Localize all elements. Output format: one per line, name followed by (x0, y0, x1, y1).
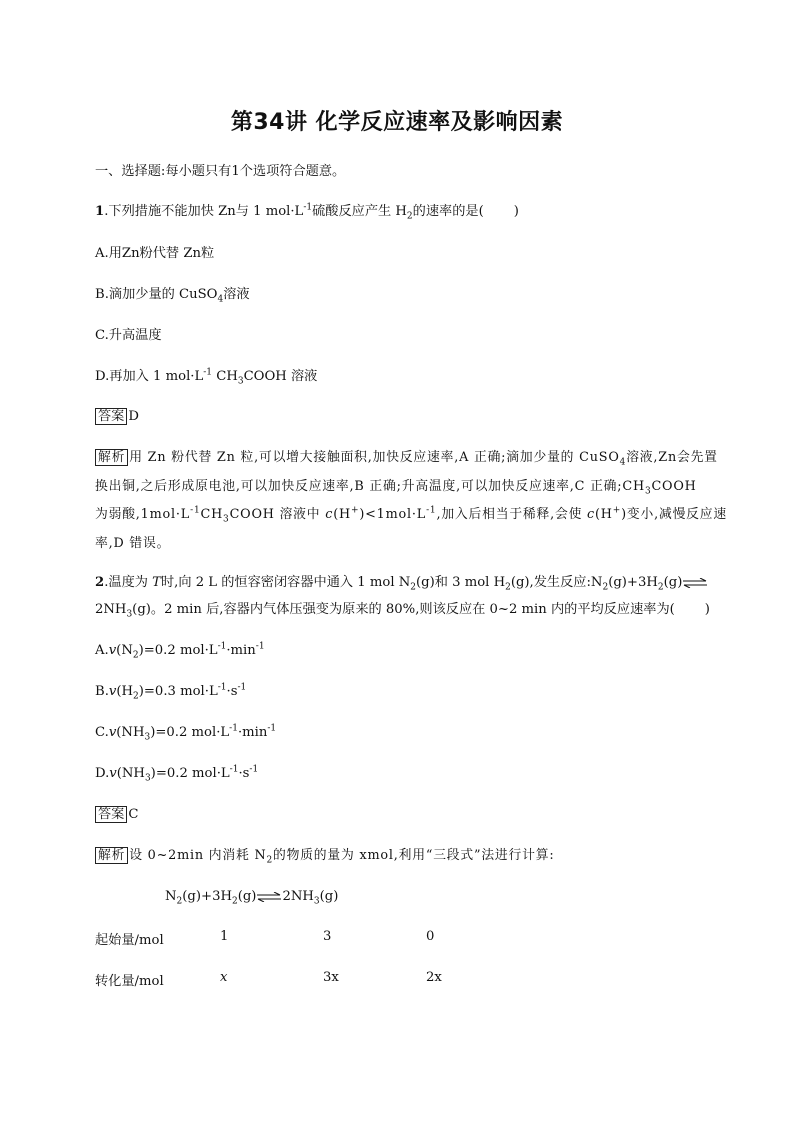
q1-answer-value: D (128, 409, 139, 424)
row-change-label: 转化量/mol (95, 974, 164, 989)
explain-label: 解析 (95, 847, 128, 864)
equilibrium-arrow-icon (682, 578, 708, 588)
q1-explain-line-4: 率,D 错误。 (95, 536, 171, 551)
row-initial-nh3: 0 (426, 929, 435, 944)
q2-stem-line-1: 2.温度为 T时,向 2 L 的恒容密闭容器中通入 1 mol $N_2(g)$和 3 mol $H_2(g)$,发生反应$:N_2(g)+3H_2(g)$ (95, 574, 708, 592)
row-initial-n2: 1 (220, 929, 229, 944)
q2-answer (95, 806, 138, 824)
answer-label: 答案 (95, 408, 127, 425)
q1-option-b: B.滴加少量的 CuSO$_4$溶液 (95, 287, 250, 305)
row-change-nh3: 2x (426, 970, 442, 985)
q1-explain-line-3: 为弱酸$,1mol\cdot L^{-1}CH_3COOH$ 溶液中 $c(H^+)<1mol\cdot L^{-1}$,加入后相当于稀释,会使 c(H+)变小,减慢反应速 (95, 505, 727, 525)
row-change-h2: 3x (323, 970, 339, 985)
q2-option-a: $A.v(N_2)=0.2$ $mol\cdot L^{-1}\cdot\min^{-1}$ (95, 641, 265, 661)
q2-option-b: $B.v(H_2)=0.3$ $mol\cdot L^{-1}\cdot s^{-1}$ (95, 682, 247, 702)
row-initial-h2: 3 (323, 929, 332, 944)
section-heading: 一、选择题:每小题只有1个选项符合题意。 (95, 164, 346, 179)
q1-option-c: C.升高温度 (95, 328, 162, 343)
q1-stem: 1.下列措施不能加快 Zn与 1 $mol\cdot L^{-1}$硫酸反应产生 $H_2$的速率的是( ) (95, 202, 519, 222)
q1-explain-line-1: 解析 用 Zn 粉代替 Zn 粒,可以增大接触面积,加快反应速率,A 正确;滴加少量的 CuSO$_4$溶液,Zn会先置 (95, 449, 718, 467)
q1-answer (95, 408, 139, 426)
row-initial-label: 起始量/mol (95, 933, 164, 948)
q1-number: 1 (95, 204, 105, 219)
q1-explain-line-2: 换出铜,之后形成原电池,可以加快反应速率,B 正确;升高温度,可以加快反应速率,C 正确$;CH_3COOH$ (95, 479, 697, 497)
q2-option-d: $D.v(NH_3)=0.2$ $mol\cdot L^{-1}\cdot s^{-1}$ (95, 764, 259, 784)
q2-option-c: $C.v(NH_3)=0.2$ $mol\cdot L^{-1}\cdot\min^{-1}$ (95, 723, 277, 743)
q1-option-d: D.再加入 1 $mol\cdot L^{-1}$ $CH_3COOH$ 溶液 (95, 367, 318, 387)
answer-label: 答案 (95, 806, 127, 823)
equilibrium-arrow-icon (256, 892, 282, 902)
q2-number: 2 (95, 575, 105, 590)
explain-label: 解析 (95, 449, 128, 466)
q2-equation: $N_2(g)+3H_2(g)$ $2NH_3(g)$ (165, 889, 339, 907)
page-title: 第34讲 化学反应速率及影响因素 (230, 110, 564, 135)
q2-answer-value: C (128, 807, 139, 822)
q2-stem-line-2: $2NH_3(g)$。2 min 后,容器内气体压强变为原来的 80%,则该反应在 0~2 min 内的平均反应速率为( ) (95, 602, 710, 620)
q1-option-a: A.用Zn粉代替 Zn粒 (95, 246, 215, 261)
row-change-n2: x (220, 970, 228, 985)
q2-explain-line-1: 解析 设 0~2min 内消耗 $N_2$的物质的量为 xmol,利用“三段式”法进行计算: (95, 847, 554, 865)
